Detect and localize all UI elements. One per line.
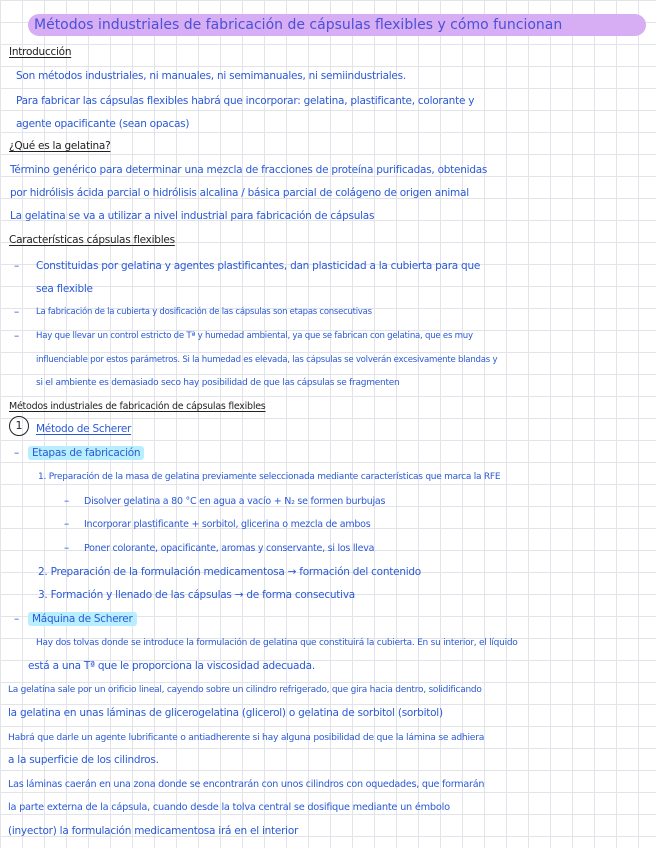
caracteristicas-heading: Características cápsulas flexibles [9,234,175,246]
maquina-line: está a una Tª que le proporciona la viscosidad adecuada. [28,660,315,672]
etapas-heading [28,447,144,460]
intro-heading: Introducción [9,46,72,58]
maquina-label: Máquina de Scherer [28,612,137,626]
intro-line: Para fabricar las cápsulas flexibles habrá que incorporar: gelatina, plastificante, colorante y [16,95,475,107]
bullet-dash: – [64,518,69,530]
maquina-line: la gelatina en unas láminas de glicerogelatina (glicerol) o gelatina de sorbitol (sorbitol) [8,707,443,719]
etapa-subline: Poner colorante, opacificante, aromas y conservante, si los lleva [84,543,375,554]
caracteristica-line: La fabricación de la cubierta y dosificación de las cápsulas son etapas consecutivas [36,307,372,317]
bullet-dash: – [64,495,69,507]
bullet-dash: – [14,306,19,318]
page-title: Métodos industriales de fabricación de cápsulas flexibles y cómo funcionan [28,14,646,36]
gelatina-line: La gelatina se va a utilizar a nivel industrial para fabricación de cápsulas [10,210,375,222]
etapa-line: 1. Preparación de la masa de gelatina previamente seleccionada mediante características que marca la RFE [38,472,501,482]
bullet-dash: – [14,330,19,342]
gelatina-heading: ¿Qué es la gelatina? [9,140,111,152]
bullet-dash: – [14,260,19,272]
intro-line: agente opacificante (sean opacas) [16,118,190,130]
bullet-dash: – [64,542,69,554]
etapa-subline: Disolver gelatina a 80 °C en agua a vacío + N₂ se formen burbujas [84,496,386,507]
maquina-line: Las láminas caerán en una zona donde se encontrarán con unos cilindros con oquedades, que formarán [8,779,485,790]
maquina-line: a la superficie de los cilindros. [8,754,159,766]
maquina-line: Habrá que darle un agente lubrificante o antiadherente si hay alguna posibilidad de que la lámina se adhiera [8,732,485,743]
maquina-line: la parte externa de la cápsula, cuando desde la tolva central se dosifique mediante un émbolo [8,802,450,813]
bullet-dash: – [14,447,19,459]
caracteristica-line: influenciable por estos parámetros. Si la humedad es elevada, las cápsulas se volverán excesivamente blandas y [36,355,498,365]
maquina-heading [28,613,137,626]
maquina-line: Hay dos tolvas donde se introduce la formulación de gelatina que constituirá la cubierta. En su interior, el líquido [36,638,518,648]
caracteristica-line: Hay que llevar un control estricto de Tª y humedad ambiental, ya que se fabrican con gelatina, que es muy [36,331,473,341]
etapa-subline: Incorporar plastificante + sorbitol, glicerina o mezcla de ambos [84,519,371,530]
maquina-line: La gelatina sale por un orificio lineal, cayendo sobre un cilindro refrigerado, que gira hacia dentro, solidificando [8,685,482,695]
etapas-label: Etapas de fabricación [28,446,144,460]
caracteristica-line: sea flexible [36,283,93,295]
gelatina-line: Término genérico para determinar una mezcla de fracciones de proteína purificadas, obtenidas [10,164,488,176]
etapa-line: 3. Formación y llenado de las cápsulas → de forma consecutiva [38,589,355,601]
etapa-line: 2. Preparación de la formulación medicamentosa → formación del contenido [38,566,421,578]
caracteristica-line: si el ambiente es demasiado seco hay posibilidad de que las cápsulas se fragmenten [36,378,400,388]
bullet-dash: – [14,613,19,625]
caracteristica-line: Constituidas por gelatina y agentes plastificantes, dan plasticidad a la cubierta para que [36,260,481,272]
intro-line: Son métodos industriales, ni manuales, ni semimanuales, ni semiindustriales. [16,70,406,82]
gelatina-line: por hidrólisis ácida parcial o hidrólisis alcalina / básica parcial de colágeno de origen animal [10,187,469,199]
scherer-heading: Método de Scherer [36,423,132,435]
number-circle: 1 [9,416,29,436]
maquina-line: (inyector) la formulación medicamentosa irá en el interior [8,825,299,837]
metodos-heading: Métodos industriales de fabricación de cápsulas flexibles [9,401,266,412]
